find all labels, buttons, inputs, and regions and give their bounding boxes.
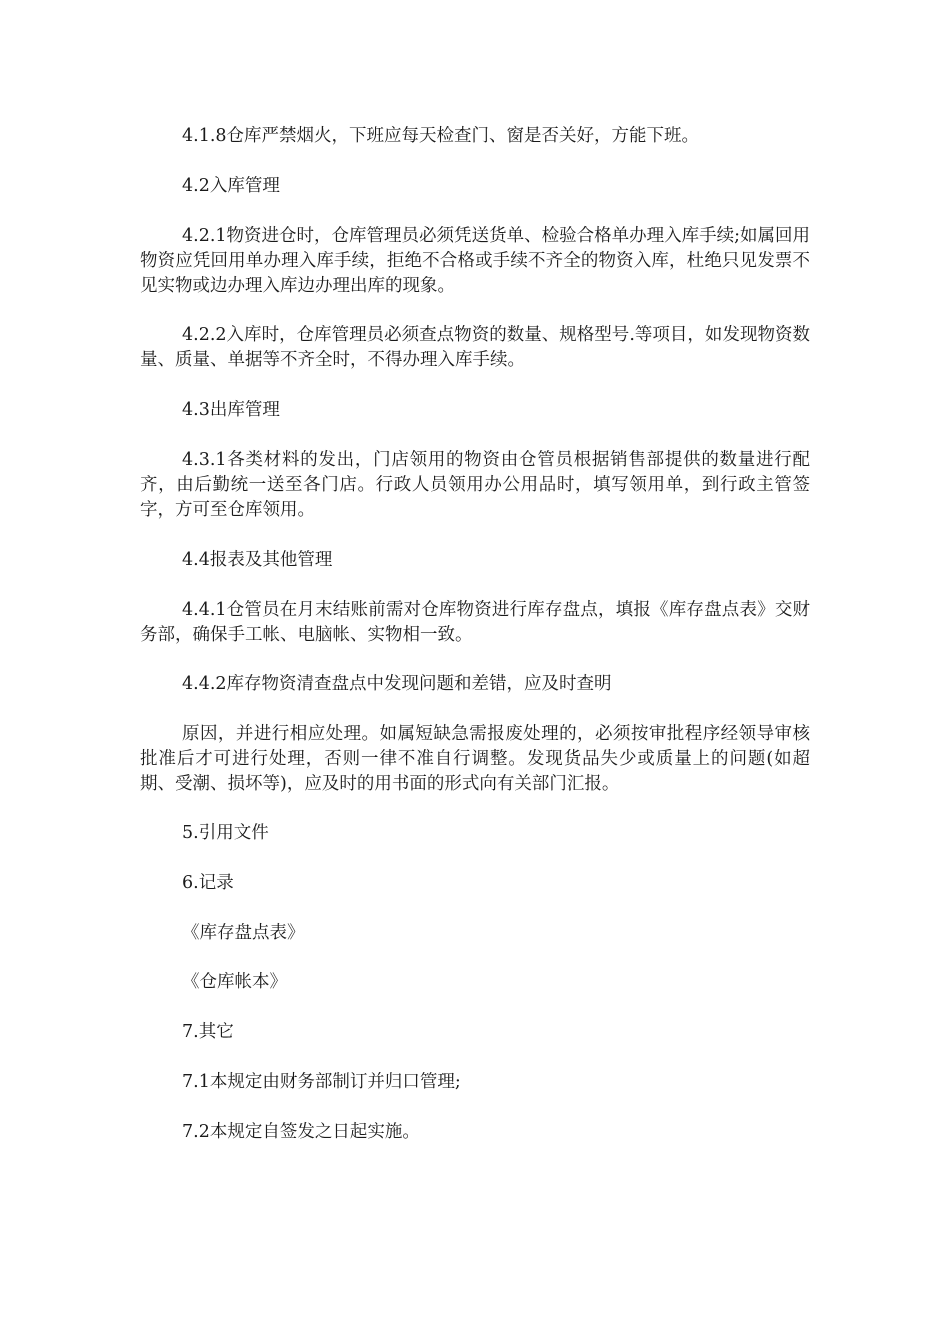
document-page [140, 0, 810, 1344]
paragraph-4-4-2-continued: 原因，并进行相应处理。如属短缺急需报废处理的，必须按审批程序经领导审核批准后才可进行处理，否则一律不准自行调整。发现货品失少或质量上的问题(如超期、受潮、损坏等)，应及时的用书面的形式向有关部门汇报。 [140, 724, 810, 794]
heading-6: 6.记录 [182, 873, 234, 893]
paragraph-4-3-1: 4.3.1各类材料的发出，门店领用的物资由仓管员根据销售部提供的数量进行配齐，由后勤统一送至各门店。行政人员领用办公用品时，填写领用单，到行政主管签字，方可至仓库领用。 [140, 450, 810, 520]
paragraph-4-2-2: 4.2.2入库时，仓库管理员必须查点物资的数量、规格型号.等项目，如发现物资数量、质量、单据等不齐全时，不得办理入库手续。 [140, 325, 810, 370]
heading-4-4: 4.4报表及其他管理 [182, 550, 333, 570]
paragraph-7-1: 7.1本规定由财务部制订并归口管理; [182, 1072, 461, 1092]
heading-4-2: 4.2入库管理 [182, 176, 280, 196]
heading-7: 7.其它 [182, 1022, 234, 1042]
heading-5: 5.引用文件 [182, 823, 269, 843]
heading-4-3: 4.3出库管理 [182, 400, 280, 420]
paragraph-4-1-8: 4.1.8仓库严禁烟火，下班应每天检查门、窗是否关好，方能下班。 [182, 126, 700, 146]
paragraph-4-4-1: 4.4.1仓管员在月末结账前需对仓库物资进行库存盘点，填报《库存盘点表》交财务部，确保手工帐、电脑帐、实物相一致。 [140, 600, 810, 645]
record-item-warehouse-ledger: 《仓库帐本》 [182, 972, 287, 992]
paragraph-7-2: 7.2本规定自签发之日起实施。 [182, 1122, 420, 1142]
paragraph-4-4-2: 4.4.2库存物资清查盘点中发现问题和差错，应及时查明 [182, 674, 612, 694]
record-item-inventory-sheet: 《库存盘点表》 [182, 923, 305, 943]
paragraph-4-2-1: 4.2.1物资进仓时，仓库管理员必须凭送货单、检验合格单办理入库手续;如属回用物资应凭回用单办理入库手续，拒绝不合格或手续不齐全的物资入库，杜绝只见发票不见实物或边办理入库边办理出库的现象。 [140, 226, 810, 296]
